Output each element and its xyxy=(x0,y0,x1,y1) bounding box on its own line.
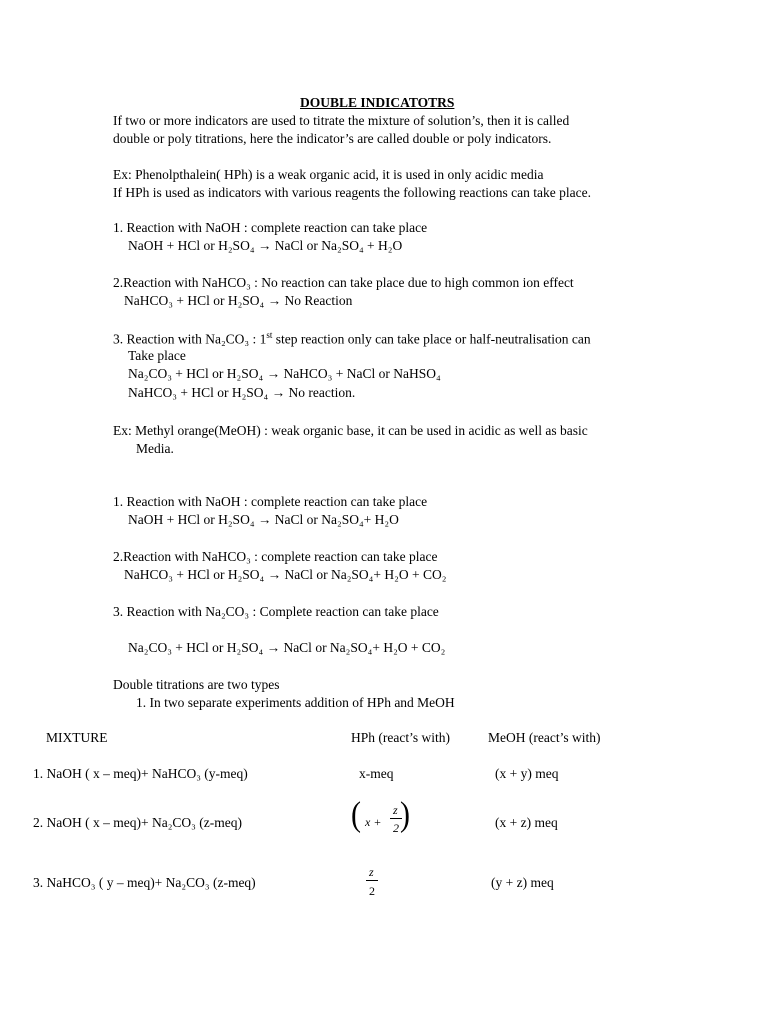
table-row-2-hph-numerator: z xyxy=(393,803,398,817)
right-paren-icon: ) xyxy=(400,795,410,834)
table-row-1-meoh: (x + y) meq xyxy=(495,766,559,781)
table-row-2-hph-denominator: 2 xyxy=(393,821,399,835)
types-item-1: 1. In two separate experiments addition of HPh and MeOH xyxy=(136,695,455,710)
meoh-reaction-1-heading: 1. Reaction with NaOH : complete reaction can take place xyxy=(113,494,428,509)
meoh-reaction-3-equation: Na₂CO₃ + HCl or H₂SO₄ → NaCl or Na₂SO₄+ H₂O + CO₂ xyxy=(128,640,446,655)
hph-example: Ex: Phenolpthalein( HPh) is a weak organic acid, it is used in only acidic media xyxy=(113,167,544,182)
superscript: st xyxy=(266,330,273,340)
intro-line-1: If two or more indicators are used to titrate the mixture of solution’s, then it is called xyxy=(113,113,570,128)
meoh-reaction-2-heading: 2.Reaction with NaHCO₃ : complete reaction can take place xyxy=(113,549,438,564)
types-heading: Double titrations are two types xyxy=(113,677,280,692)
hph-reaction-1-heading: 1. Reaction with NaOH : complete reaction can take place xyxy=(113,220,428,235)
hph-reaction-1-equation: NaOH + HCl or H₂SO₄ → NaCl or Na₂SO₄ + H₂O xyxy=(128,238,403,253)
table-row-2-meoh: (x + z) meq xyxy=(495,815,558,830)
table-row-2-mixture: 2. NaOH ( x – meq)+ Na₂CO₃ (z-meq) xyxy=(33,815,242,830)
hph-reaction-3-equation-2: NaHCO₃ + HCl or H₂SO₄ → No reaction. xyxy=(128,385,356,400)
intro-line-2: double or poly titrations, here the indicator’s are called double or poly indicators. xyxy=(113,131,552,146)
table-row-3-meoh: (y + z) meq xyxy=(491,875,554,890)
hph-if-line: If HPh is used as indicators with various reagents the following reactions can take place. xyxy=(113,185,591,200)
hph-reaction-3-equation-1: Na₂CO₃ + HCl or H₂SO₄ → NaHCO₃ + NaCl or NaHSO₄ xyxy=(128,366,441,381)
hph-reaction-2-heading: 2.Reaction with NaHCO₃ : No reaction can take place due to high common ion effect xyxy=(113,275,574,290)
meoh-reaction-3-heading: 3. Reaction with Na₂CO₃ : Complete reaction can take place xyxy=(113,604,439,619)
left-paren-icon: ( xyxy=(351,795,361,834)
hph-reaction-3-heading: 3. Reaction with Na₂CO₃ : 1st step reaction only can take place or half-neutralisation can xyxy=(113,330,591,347)
meoh-example-continuation: Media. xyxy=(136,441,174,456)
table-row-3-hph-denominator: 2 xyxy=(369,884,375,898)
fraction-bar xyxy=(366,880,378,881)
table-row-2-hph-term: x + xyxy=(365,815,382,829)
page-title: DOUBLE INDICATOTRS xyxy=(300,95,455,110)
meoh-example: Ex: Methyl orange(MeOH) : weak organic base, it can be used in acidic as well as basic xyxy=(113,423,588,438)
meoh-reaction-2-equation: NaHCO₃ + HCl or H₂SO₄ → NaCl or Na₂SO₄+ H₂O + CO₂ xyxy=(124,567,447,582)
meoh-reaction-1-equation: NaOH + HCl or H₂SO₄ → NaCl or Na₂SO₄+ H₂O xyxy=(128,512,399,527)
table-header-meoh: MeOH (react’s with) xyxy=(488,730,601,745)
table-row-3-mixture: 3. NaHCO₃ ( y – meq)+ Na₂CO₃ (z-meq) xyxy=(33,875,256,890)
table-row-3-hph-numerator: z xyxy=(369,865,374,879)
hph-reaction-3-continuation: Take place xyxy=(128,348,186,363)
table-row-1-hph: x-meq xyxy=(359,766,394,781)
table-header-mixture: MIXTURE xyxy=(46,730,108,745)
hph-reaction-2-equation: NaHCO₃ + HCl or H₂SO₄ → No Reaction xyxy=(124,293,353,308)
table-header-hph: HPh (react’s with) xyxy=(351,730,450,745)
table-row-1-mixture: 1. NaOH ( x – meq)+ NaHCO₃ (y-meq) xyxy=(33,766,248,781)
